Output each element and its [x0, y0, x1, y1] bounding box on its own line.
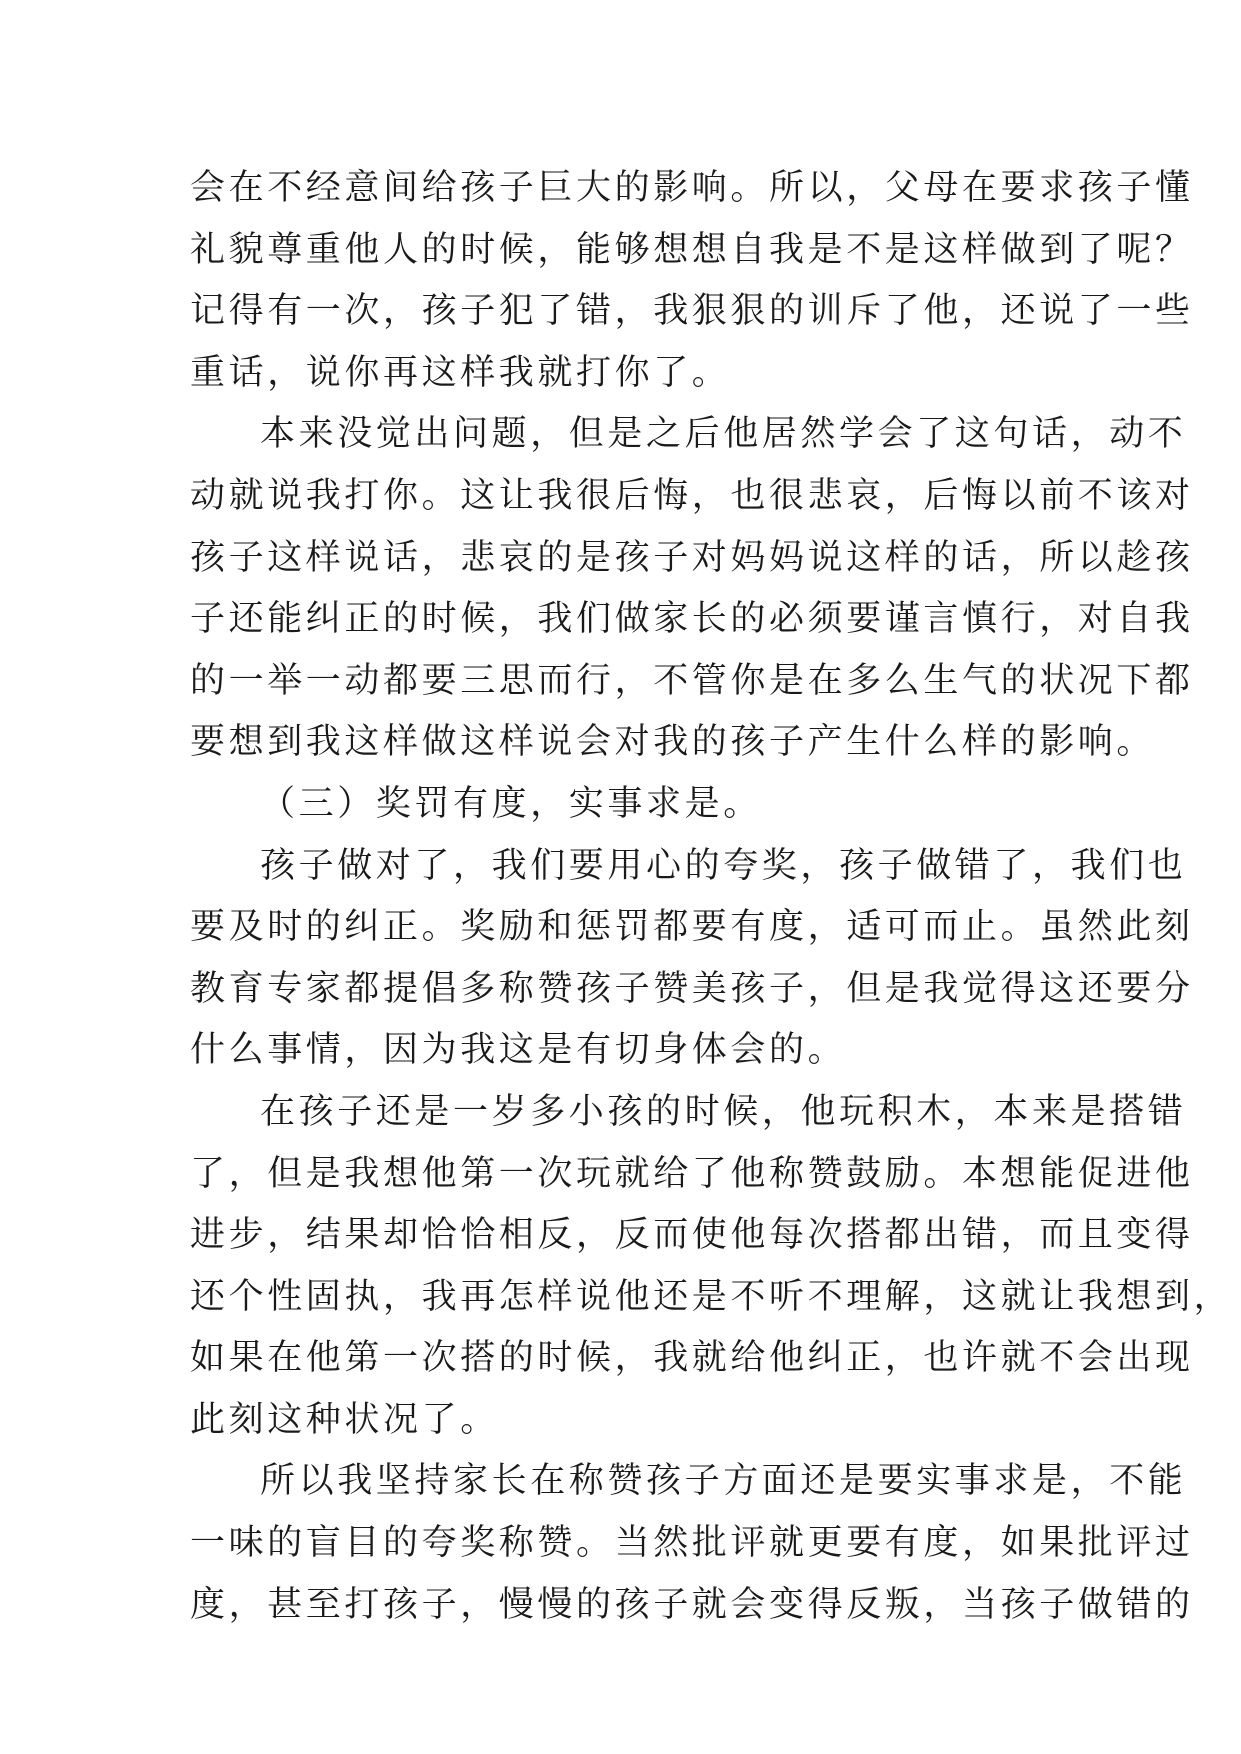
text-line: 此刻这种状况了。 [190, 1399, 499, 1440]
text-line: 重话，说你再这样我就打你了。 [190, 352, 731, 393]
text-line: 度，甚至打孩子，慢慢的孩子就会变得反叛，当孩子做错的 [190, 1584, 1194, 1625]
paragraph [190, 774, 1050, 836]
text-line: 礼貌尊重他人的时候，能够想想自我是不是这样做到了呢？ [190, 229, 1194, 270]
text-line: 的一举一动都要三思而行，不管你是在多么生气的状况下都 [190, 660, 1194, 701]
text-line: 会在不经意间给孩子巨大的影响。所以，父母在要求孩子懂 [190, 168, 1194, 208]
text-line: 教育专家都提倡多称赞孩子赞美孩子，但是我觉得这还要分 [190, 968, 1194, 1009]
paragraph [190, 404, 1194, 774]
text-line: 一味的盲目的夸奖称赞。当然批评就更要有度，如果批评过 [190, 1523, 1194, 1564]
text-line: 进步，结果却恰恰相反，反而使他每次搭都出错，而且变得 [190, 1215, 1194, 1256]
text-line: 要及时的纠正。奖励和惩罚都要有度，适可而止。虽然此刻 [190, 907, 1194, 948]
text-line: 如果在他第一次搭的时候，我就给他纠正，也许就不会出现 [190, 1338, 1194, 1379]
paragraph [190, 1451, 1194, 1636]
text-line: 孩子这样说话，悲哀的是孩子对妈妈说这样的话，所以趁孩 [190, 537, 1194, 578]
text-line: 本来没觉出问题，但是之后他居然学会了这句话，动不 [260, 414, 1187, 455]
text-line: 在孩子还是一岁多小孩的时候，他玩积木，本来是搭错 [260, 1091, 1187, 1132]
text-line: 要想到我这样做这样说会对我的孩子产生什么样的影响。 [190, 722, 1156, 763]
text-line: 记得有一次，孩子犯了错，我狠狠的训斥了他，还说了一些 [190, 291, 1194, 332]
paragraph [190, 1082, 1233, 1452]
text-line: 什么事情，因为我这是有切身体会的。 [190, 1030, 847, 1071]
text-line: 了，但是我想他第一次玩就给了他称赞鼓励。本想能促进他 [190, 1153, 1194, 1194]
paragraph [190, 836, 1194, 1082]
body-text [190, 158, 1233, 1636]
text-line: （三）奖罚有度，实事求是。 [260, 783, 762, 824]
text-line: 所以我坚持家长在称赞孩子方面还是要实事求是，不能 [260, 1461, 1187, 1502]
text-line: 动就说我打你。这让我很后悔，也很悲哀，后悔以前不该对 [190, 475, 1194, 516]
text-line: 还个性固执，我再怎样说他还是不听不理解，这就让我想到， [190, 1276, 1233, 1317]
text-line: 子还能纠正的时候，我们做家长的必须要谨言慎行，对自我 [190, 599, 1194, 640]
text-line: 孩子做对了，我们要用心的夸奖，孩子做错了，我们也 [260, 845, 1187, 886]
paragraph [190, 158, 1194, 404]
